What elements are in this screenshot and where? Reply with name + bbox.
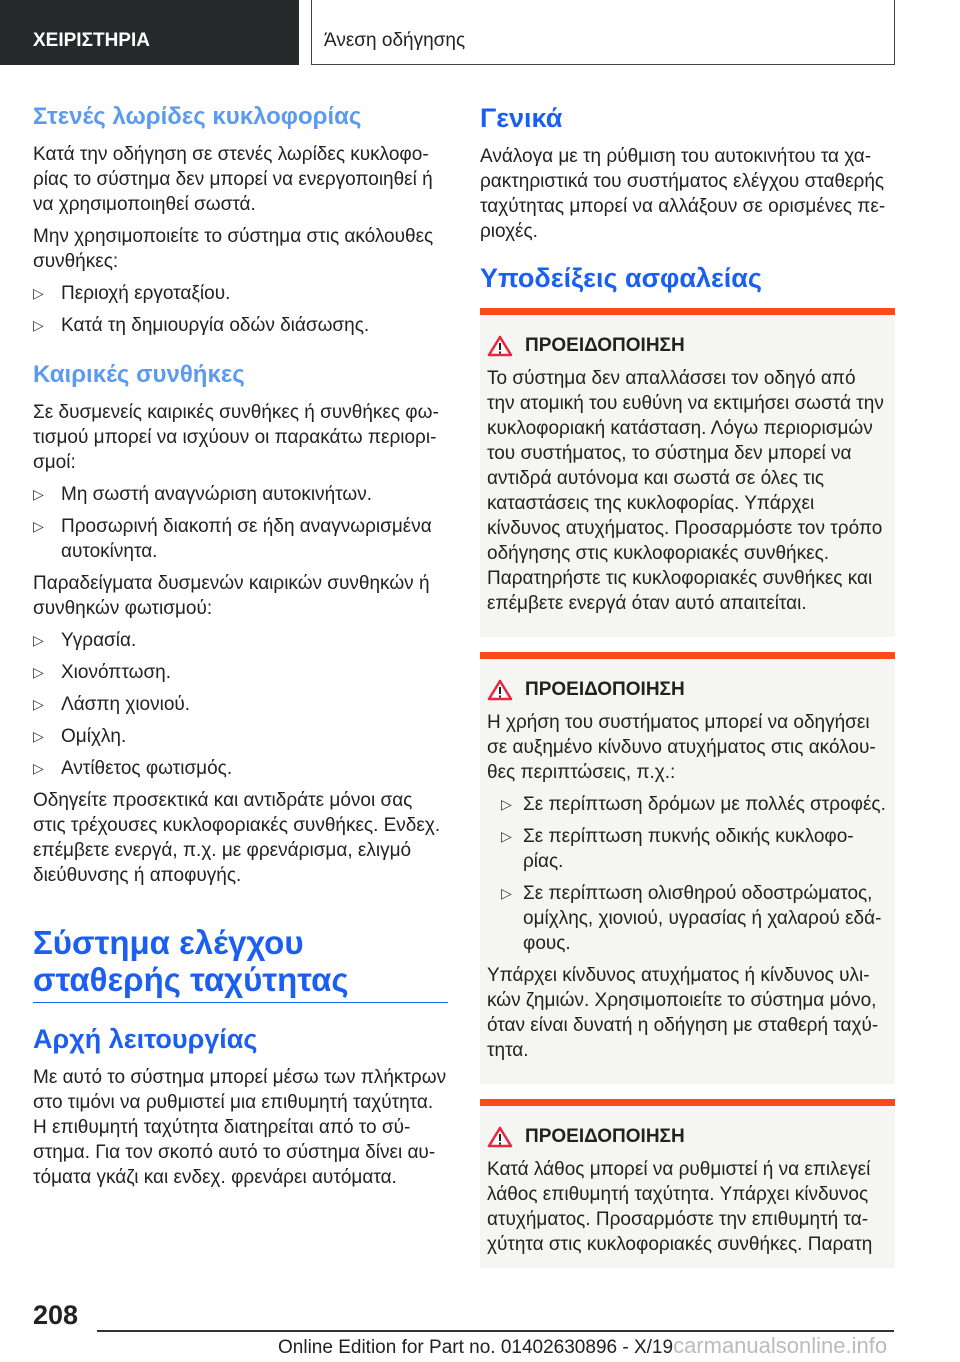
list-weather: [33, 482, 448, 564]
watermark: carmanualsonline.info: [673, 1333, 888, 1358]
heading-principle: Αρχή λειτουργίας: [33, 1024, 258, 1054]
paragraph: Μην χρησιμοποιείτε το σύστημα στις ακόλουθες συνθήκες:: [33, 226, 434, 272]
list-item: ▷ Αντίθετος φωτισμός.: [33, 756, 448, 781]
paragraph: Κατά την οδήγηση σε στενές λωρίδες κυκλοφορίας το σύστημα δεν μπορεί να ενεργοποιηθεί ή να χρησιμοποιηθεί σωστά.: [33, 144, 433, 215]
paragraph: Οδηγείτε προσεκτικά και αντιδράτε μόνοι σας στις τρέχουσες κυκλοφοριακές συνθήκες. Ενδεχ. επέμβετε ενεργά, π.χ. με φρενάρισμα, ελιγμό διεύθυνσης ή αποφυγής.: [33, 790, 441, 886]
heading-general: Γενικά: [480, 103, 563, 133]
section-tab: ΧΕΙΡΙΣΤΗΡΙΑ: [0, 0, 299, 65]
chapter-title: Άνεση οδήγησης: [311, 0, 895, 65]
heading-cruise-control: Σύστημα ελέγχου σταθερής ταχύτητας: [33, 924, 349, 998]
paragraph: Με αυτό το σύστημα μπορεί μέσω των πλήκτρων στο τιμόνι να ρυθμιστεί μια επιθυμητή ταχύτητα. Η επιθυμητή ταχύτητα διατηρείται από το σύστημα. Για τον σκοπό αυτό το σύστημα δίνει αυτόματα γκάζι και ενδεχ. φρενάρει αυτόματα.: [33, 1067, 447, 1188]
warning-text: Υπάρχει κίνδυνος ατυχήματος ή κίνδυνος υλικών ζημιών. Χρησιμοποιείτε το σύστημα μόνο, όταν είναι δυνατή η οδήγηση με σταθερή ταχύτητα.: [487, 965, 879, 1061]
list-item: ▷ Ομίχλη.: [33, 724, 448, 749]
warning-triangle-icon: [487, 679, 513, 701]
heading-safety: Υποδείξεις ασφαλείας: [480, 263, 762, 293]
warning-list: [487, 792, 887, 956]
list-item: ▷ Υγρασία.: [33, 628, 448, 653]
warning-text: Κατά λάθος μπορεί να ρυθμιστεί ή να επιλεγεί λάθος επιθυμητή ταχύτητα. Υπάρχει κίνδυνος ατυχήματος. Προσαρμόστε την επιθυμητή ταχύτητα στις κυκλοφοριακές συνθήκες. Παρατη: [487, 1159, 873, 1255]
list-item: ▷ Χιονόπτωση.: [33, 660, 448, 685]
heading-narrow-lanes: Στενές λωρίδες κυκλοφορίας: [33, 103, 362, 130]
warning-triangle-icon: [487, 1126, 513, 1148]
paragraph: Ανάλογα με τη ρύθμιση του αυτοκινήτου τα χαρακτηριστικά του συστήματος ελέγχου σταθερής ταχύτητας μπορεί να αλλάξουν σε ορισμένες περιοχές.: [480, 146, 886, 242]
list-examples: [33, 628, 448, 781]
list-item: ▷ Λάσπη χιονιού.: [33, 692, 448, 717]
page-number: 208: [33, 1300, 79, 1330]
warning-label: ΠΡΟΕΙΔΟΠΟΙΗΣΗ: [525, 1126, 685, 1147]
heading-rule: [33, 1002, 448, 1003]
list-item: ▷ Σε περίπτωση δρόμων με πολλές στροφές.: [487, 792, 887, 817]
paragraph: Παραδείγματα δυσμενών καιρικών συνθηκών ή συνθηκών φωτισμού:: [33, 573, 430, 619]
warning-text: Το σύστημα δεν απαλλάσσει τον οδηγό από την ατομική του ευθύνη να εκτιμήσει σωστά την κυκλοφοριακή κατάσταση. Λόγω περιορισμών του συστήματος, το σύστημα δεν μπορεί να αντιδρά αυτόνομα και σωστά σε όλες τις καταστάσεις της κυκλοφορίας. Υπάρχει κίνδυνος ατυχήματος. Προσαρμόστε τον τρόπο οδήγησης στις κυκλοφοριακές συνθήκες. Παρατηρήστε τις κυκλοφοριακές συνθήκες και επέμβετε ενεργά όταν αυτό απαιτείται.: [487, 368, 884, 614]
warning-label: ΠΡΟΕΙΔΟΠΟΙΗΣΗ: [525, 679, 685, 700]
warning-label: ΠΡΟΕΙΔΟΠΟΙΗΣΗ: [525, 335, 685, 356]
list-item: ▷ Κατά τη δημιουργία οδών διάσωσης.: [33, 313, 448, 338]
list-narrow: [33, 281, 448, 338]
warning-text: Η χρήση του συστήματος μπορεί να οδηγήσει σε αυξημένο κίνδυνο ατυχήματος στις ακόλουθες περιπτώσεις, π.χ.:: [487, 712, 876, 783]
edition-text: Online Edition for Part no. 01402630896 - X/19: [278, 1337, 674, 1358]
warning-box: [480, 1099, 895, 1268]
list-item: ▷ Προσωρινή διακοπή σε ήδη αναγνωρισμένα αυτοκίνητα.: [33, 514, 448, 564]
list-item: ▷ Μη σωστή αναγνώριση αυτοκινήτων.: [33, 482, 448, 507]
paragraph: Σε δυσμενείς καιρικές συνθήκες ή συνθήκες φωτισμού μπορεί να ισχύουν οι παρακάτω περιορισμοί:: [33, 402, 439, 473]
left-column: [33, 100, 448, 1197]
list-item: ▷ Περιοχή εργοταξίου.: [33, 281, 448, 306]
heading-weather: Καιρικές συνθήκες: [33, 361, 245, 388]
list-item: ▷ Σε περίπτωση πυκνής οδικής κυκλοφορίας.: [487, 824, 887, 874]
footer-edition: [278, 1333, 887, 1359]
right-column: [480, 100, 895, 1283]
warning-box: [480, 652, 895, 1084]
footer-rule: [97, 1330, 894, 1332]
list-item: ▷ Σε περίπτωση ολισθηρού οδοστρώματος, ομίχλης, χιονιού, υγρασίας ή χαλαρού εδάφους.: [487, 881, 887, 956]
warning-triangle-icon: [487, 335, 513, 357]
warning-box: [480, 308, 895, 637]
